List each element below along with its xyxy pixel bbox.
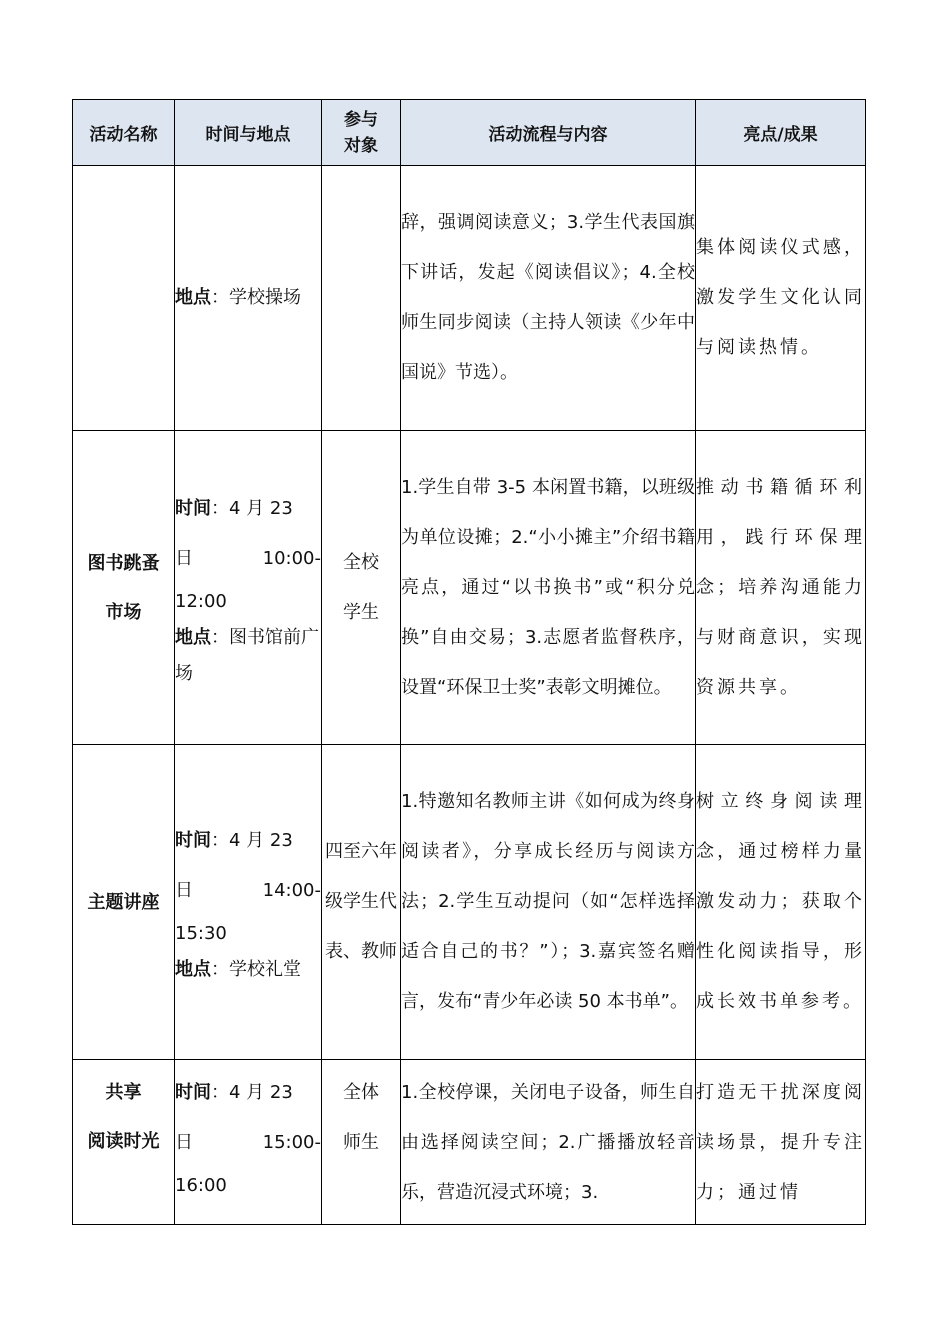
table-row — [73, 431, 866, 745]
time-location-cell: 时间：4 月 23 日 14:00- 15:30 地点：学校礼堂 — [175, 745, 322, 1060]
table-row — [73, 745, 866, 1060]
time-end: 15:30 — [175, 923, 227, 944]
activity-name-cell: 图书跳蚤 市场 — [73, 431, 175, 745]
location-label: 地点 — [175, 626, 211, 648]
participants-cell — [322, 166, 401, 431]
header-participants: 参与 对象 — [322, 100, 401, 166]
header-content: 活动流程与内容 — [401, 100, 696, 166]
time-start: 14:00- — [262, 880, 321, 901]
time-location-cell: 时间：4 月 23 日 15:00- 16:00 — [175, 1060, 322, 1225]
location-label: 地点 — [175, 287, 211, 308]
highlight-cell: 树立终身阅读理念，通过榜样力量激发动力；获取个性化阅读指导，形成长效书单参考。 — [696, 745, 866, 1060]
time-start: 15:00- — [262, 1132, 321, 1153]
time-label: 时间 — [175, 830, 211, 851]
highlight-cell: 集体阅读仪式感，激发学生文化认同与阅读热情。 — [696, 166, 866, 431]
time-date: 4 月 23 — [229, 830, 293, 851]
time-end: 16:00 — [175, 1175, 227, 1196]
activity-name-cell — [73, 166, 175, 431]
header-highlights: 亮点/成果 — [696, 100, 866, 166]
table-row — [73, 166, 866, 431]
time-label: 时间 — [175, 1082, 211, 1103]
time-location-cell: 地点：学校操场 — [175, 166, 322, 431]
activity-table — [72, 99, 866, 1225]
header-activity-name: 活动名称 — [73, 100, 175, 166]
time-end: 12:00 — [175, 590, 227, 612]
participants-cell: 全校 学生 — [322, 431, 401, 745]
content-cell: 1.学生自带 3-5 本闲置书籍，以班级为单位设摊；2.“小小摊主”介绍书籍亮点，通过“以书换书”或“积分兑换”自由交易；3.志愿者监督秩序，设置“环保卫士奖”表彰文明摊位。 — [401, 431, 696, 745]
location-value: 图书馆前广场 — [175, 626, 319, 684]
location-value: 学校操场 — [229, 287, 301, 308]
participants-cell: 全体 师生 — [322, 1060, 401, 1225]
time-location-cell: 时间：4 月 23 日 10:00- 12:00 地点：图书馆前广场 — [175, 431, 322, 745]
table-row — [73, 1060, 866, 1225]
time-start: 10:00- — [262, 547, 321, 569]
location-label: 地点 — [175, 959, 211, 980]
highlight-cell: 打造无干扰深度阅读场景，提升专注力；通过情 — [696, 1060, 866, 1225]
activity-name-cell: 共享 阅读时光 — [73, 1060, 175, 1225]
participants-cell: 四至六年级学生代表、教师 — [322, 745, 401, 1060]
activity-name-cell: 主题讲座 — [73, 745, 175, 1060]
time-date: 4 月 23 — [229, 1082, 293, 1103]
content-cell: 1.全校停课，关闭电子设备，师生自由选择阅读空间；2.广播播放轻音乐，营造沉浸式环境；3. — [401, 1060, 696, 1225]
highlight-cell: 推动书籍循环利用，践行环保理念；培养沟通能力与财商意识，实现资源共享。 — [696, 431, 866, 745]
content-cell: 辞，强调阅读意义；3.学生代表国旗下讲话，发起《阅读倡议》；4.全校师生同步阅读（主持人领读《少年中国说》节选）。 — [401, 166, 696, 431]
location-value: 学校礼堂 — [229, 959, 301, 980]
header-row — [73, 100, 866, 166]
header-time-location: 时间与地点 — [175, 100, 322, 166]
time-label: 时间 — [175, 497, 211, 519]
time-date: 4 月 23 — [229, 497, 293, 519]
content-cell: 1.特邀知名教师主讲《如何成为终身阅读者》，分享成长经历与阅读方法；2.学生互动提问（如“怎样选择适合自己的书？”）；3.嘉宾签名赠言，发布“青少年必读 50 本书单”。 — [401, 745, 696, 1060]
